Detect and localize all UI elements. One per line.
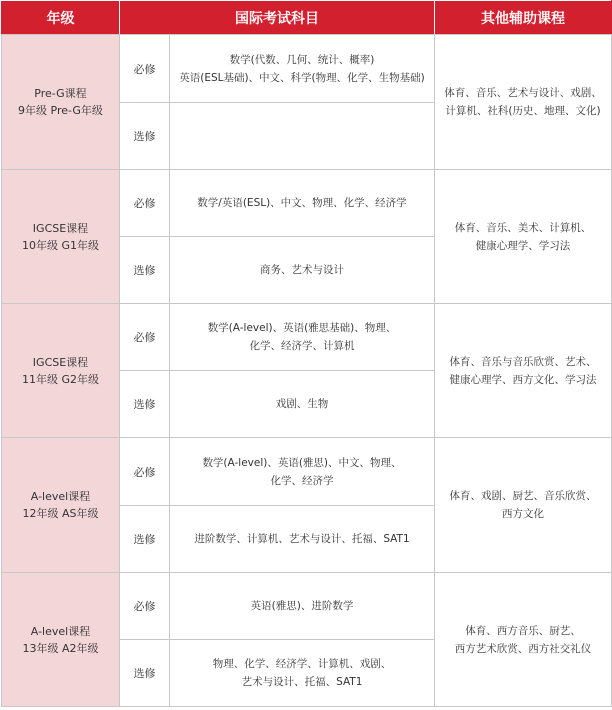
elective-subjects [170, 371, 435, 438]
required-label: 必修 [120, 573, 170, 640]
elective-label: 选修 [120, 237, 170, 304]
aux-courses [435, 304, 612, 438]
grade-level: 9年级 Pre-G年级 [18, 104, 103, 117]
table-header-row [2, 1, 612, 35]
grade-name: IGCSE课程 [32, 355, 89, 369]
required-subjects [170, 170, 435, 237]
elective-label: 选修 [120, 103, 170, 170]
table-row [2, 304, 612, 371]
elective-label: 选修 [120, 371, 170, 438]
required-subjects [170, 304, 435, 371]
elective-subjects [170, 506, 435, 573]
subject-line: 戏剧、生物 [275, 398, 329, 410]
aux-courses [435, 573, 612, 707]
table-row [2, 573, 612, 640]
header-grade: 年级 [2, 1, 120, 35]
subject-line: 化学、经济学 [270, 474, 334, 487]
subject-line: 数学/英语(ESL)、中文、物理、化学、经济学 [197, 197, 407, 209]
grade-cell [2, 170, 120, 304]
header-aux: 其他辅助课程 [435, 1, 612, 35]
aux-courses [435, 170, 612, 304]
table-row [2, 35, 612, 103]
table-row [2, 170, 612, 237]
header-subjects: 国际考试科目 [120, 1, 435, 35]
elective-subjects [170, 103, 435, 170]
elective-label: 选修 [120, 640, 170, 707]
curriculum-table [1, 0, 612, 707]
required-label: 必修 [120, 35, 170, 103]
subject-line: 物理、化学、经济学、计算机、戏剧、 [212, 658, 392, 670]
aux-line: 健康心理学、学习法 [475, 239, 571, 252]
aux-line: 体育、西方音乐、厨艺、 [465, 624, 581, 637]
aux-line: 西方文化 [502, 508, 544, 520]
required-subjects [170, 573, 435, 640]
aux-courses [435, 438, 612, 573]
grade-name: Pre-G课程 [34, 87, 87, 100]
required-label: 必修 [120, 170, 170, 237]
aux-line: 计算机、社科(历史、地理、文化) [445, 105, 601, 117]
aux-line: 体育、音乐、美术、计算机、 [454, 221, 592, 234]
subject-line: 英语(ESL基础)、中文、科学(物理、化学、生物基础) [179, 71, 425, 84]
required-subjects [170, 438, 435, 506]
subject-line: 化学、经济学、计算机 [249, 340, 355, 352]
grade-cell [2, 304, 120, 438]
table-row [2, 438, 612, 506]
aux-line: 体育、戏剧、厨艺、音乐欣赏、 [449, 490, 597, 502]
subject-line: 商务、艺术与设计 [260, 264, 344, 276]
grade-level: 11年级 G2年级 [21, 372, 100, 386]
aux-courses [435, 35, 612, 170]
required-label: 必修 [120, 304, 170, 371]
required-label: 必修 [120, 438, 170, 506]
grade-cell [2, 573, 120, 707]
aux-line: 健康心理学、西方文化、学习法 [449, 373, 597, 386]
grade-level: 10年级 G1年级 [21, 238, 100, 252]
grade-cell [2, 438, 120, 573]
subject-line: 艺术与设计、托福、SAT1 [241, 676, 363, 688]
aux-line: 体育、音乐、艺术与设计、戏剧、 [444, 87, 602, 99]
grade-cell [2, 35, 120, 170]
required-subjects [170, 35, 435, 103]
grade-level: 13年级 A2年级 [22, 641, 99, 655]
grade-name: A-level课程 [30, 490, 91, 503]
subject-line: 数学(代数、几何、统计、概率) [229, 53, 375, 66]
aux-line: 体育、音乐与音乐欣赏、艺术、 [449, 355, 597, 368]
grade-name: A-level课程 [30, 624, 91, 638]
subject-line: 数学(A-level)、英语(雅思基础)、物理、 [207, 322, 397, 334]
elective-subjects [170, 237, 435, 304]
elective-subjects [170, 640, 435, 707]
subject-line: 进阶数学、计算机、艺术与设计、托福、SAT1 [194, 533, 410, 545]
grade-level: 12年级 AS年级 [22, 507, 99, 520]
elective-label: 选修 [120, 506, 170, 573]
aux-line: 西方艺术欣赏、西方社交礼仪 [454, 642, 592, 655]
subject-line: 数学(A-level)、英语(雅思)、中文、物理、 [202, 456, 402, 469]
subject-line: 英语(雅思)、进阶数学 [250, 600, 354, 612]
grade-name: IGCSE课程 [32, 221, 89, 235]
